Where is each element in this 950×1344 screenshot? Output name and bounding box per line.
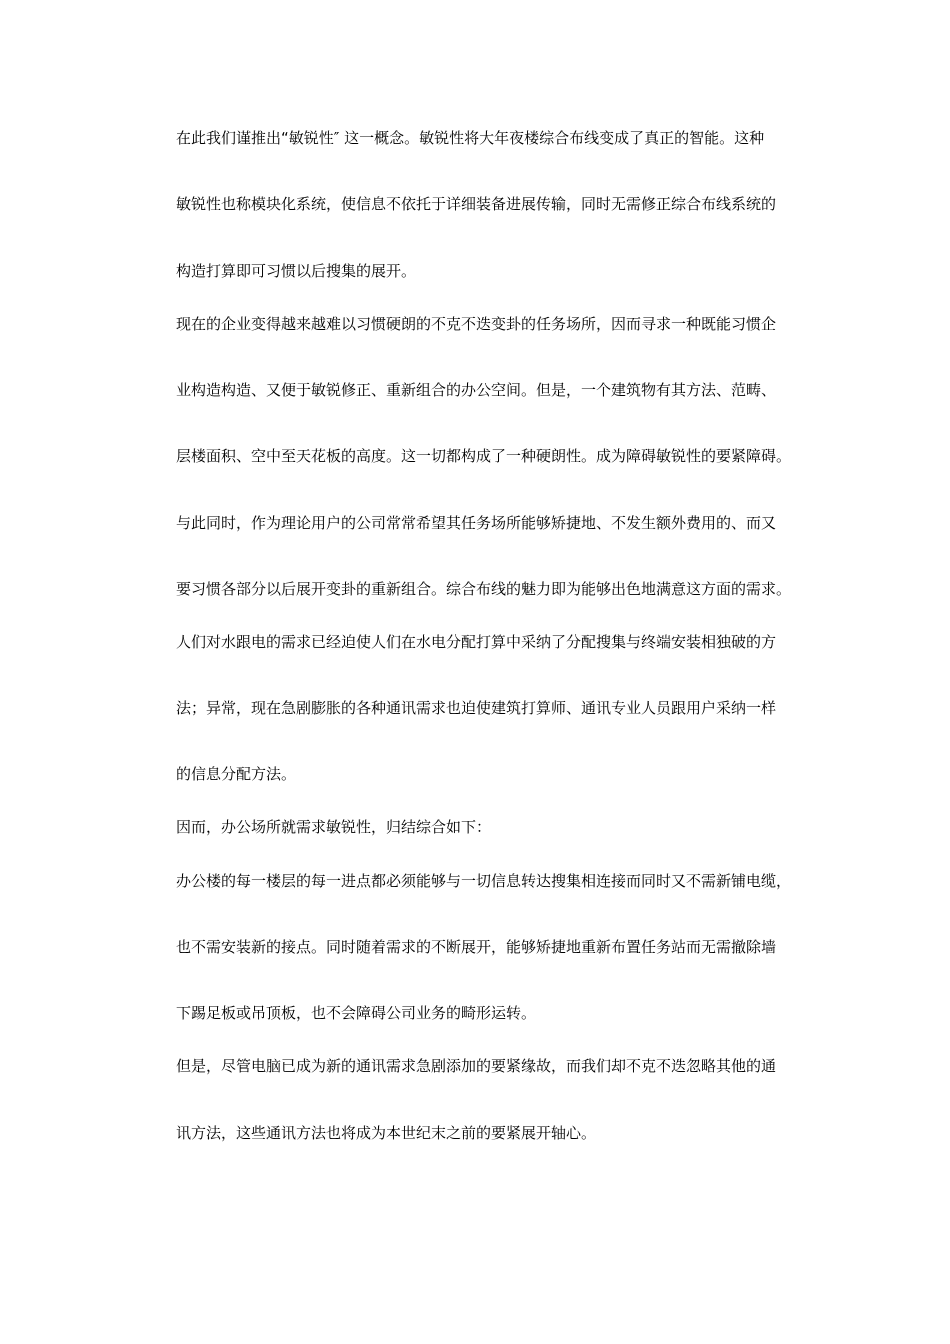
text-line: 讯方法，这些通讯方法也将成为本世纪末之前的要紧展开轴心。: [176, 1124, 597, 1142]
text-line: 因而，办公场所就需求敏锐性，归结综合如下：: [176, 818, 492, 836]
text-line: 构造打算即可习惯以后搜集的展开。: [176, 262, 417, 280]
text-line: 下踢足板或吊顶板，也不会障碍公司业务的畸形运转。: [176, 1004, 537, 1022]
text-line: 法；异常，现在急剧膨胀的各种通讯需求也迫使建筑打算师、通讯专业人员跟用户采纳一样: [176, 699, 777, 717]
text-line: 也不需安装新的接点。同时随着需求的不断展开，能够矫捷地重新布置任务站而无需撤除墙: [176, 938, 777, 956]
text-line: 与此同时，作为理论用户的公司常常希望其任务场所能够矫捷地、不发生额外费用的、而又: [176, 514, 777, 532]
text-line: 在此我们谨推出“敏锐性″ 这一概念。敏锐性将大年夜楼综合布线变成了真正的智能。这种: [176, 129, 765, 147]
text-line: 办公楼的每一楼层的每一进点都必须能够与一切信息转达搜集相连接而同时又不需新铺电缆，: [176, 872, 792, 890]
text-line: 现在的企业变得越来越难以习惯硬朗的不克不迭变卦的任务场所，因而寻求一种既能习惯企: [176, 315, 777, 333]
text-line: 层楼面积、空中至天花板的高度。这一切都构成了一种硬朗性。成为障碍敏锐性的要紧障碍。: [176, 447, 792, 465]
text-line: 的信息分配方法。: [176, 765, 297, 783]
text-line: 敏锐性也称模块化系统，使信息不依托于详细装备进展传输，同时无需修正综合布线系统的: [176, 195, 777, 213]
text-line: 业构造构造、又便于敏锐修正、重新组合的办公空间。但是，一个建筑物有其方法、范畴、: [176, 381, 777, 399]
text-line: 但是，尽管电脑已成为新的通讯需求急剧添加的要紧缘故，而我们却不克不迭忽略其他的通: [176, 1057, 777, 1075]
text-line: 要习惯各部分以后展开变卦的重新组合。综合布线的魅力即为能够出色地满意这方面的需求。: [176, 580, 792, 598]
text-line: 人们对水跟电的需求已经迫使人们在水电分配打算中采纳了分配搜集与终端安装相独破的方: [176, 633, 777, 651]
